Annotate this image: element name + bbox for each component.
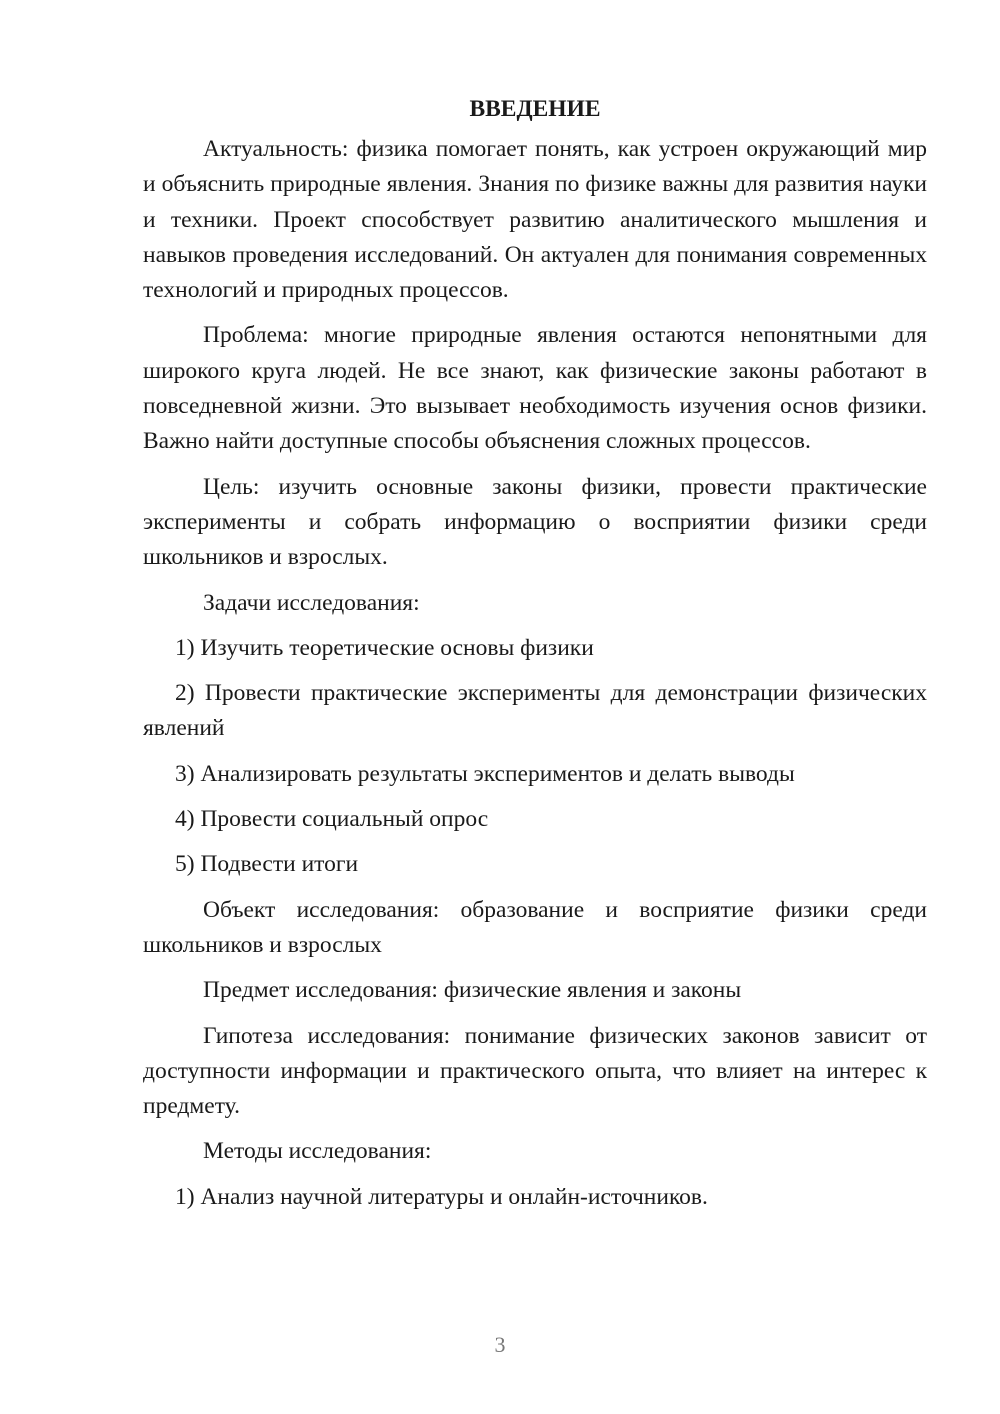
task-item-1: 1) Изучить теоретические основы физики (175, 634, 594, 661)
method-item-1: 1) Анализ научной литературы и онлайн-источников. (175, 1183, 708, 1210)
task-item-5: 5) Подвести итоги (175, 851, 359, 878)
goal-paragraph: Цель: изучить основные законы физики, провести практические эксперименты и собрать информацию о восприятии физики среди школьников и взрослых. (143, 473, 927, 571)
tasks-heading: Задачи исследования: (203, 589, 420, 616)
object-paragraph: Объект исследования: образование и восприятие физики среди школьников и взрослых (143, 896, 927, 958)
document-body (143, 92, 927, 1225)
methods-heading: Методы исследования: (203, 1138, 432, 1165)
page-number: 3 (494, 1332, 506, 1357)
task-item-2: 2) Провести практические эксперименты для демонстрации физических явлений (143, 680, 927, 742)
problem-paragraph: Проблема: многие природные явления остаются непонятными для широкого круга людей. Не все знают, как физические законы работают в повседневной жизни. Это вызывает необходимость изучения основ физики. Важно найти доступные способы объяснения сложных процессов. (143, 322, 927, 455)
document-title: ВВЕДЕНИЕ (469, 96, 601, 122)
task-item-4: 4) Провести социальный опрос (175, 806, 489, 833)
subject-paragraph: Предмет исследования: физические явления и законы (203, 977, 742, 1004)
hypothesis-paragraph: Гипотеза исследования: понимание физических законов зависит от доступности информации и практического опыта, что влияет на интерес к предмету. (143, 1022, 927, 1120)
task-item-3: 3) Анализировать результаты экспериментов и делать выводы (175, 760, 795, 787)
relevance-paragraph: Актуальность: физика помогает понять, как устроен окружающий мир и объяснить природные явления. Знания по физике важны для развития науки и техники. Проект способствует развитию аналитического мышления и навыков проведения исследований. Он актуален для понимания современных технологий и природных процессов. (143, 136, 927, 304)
